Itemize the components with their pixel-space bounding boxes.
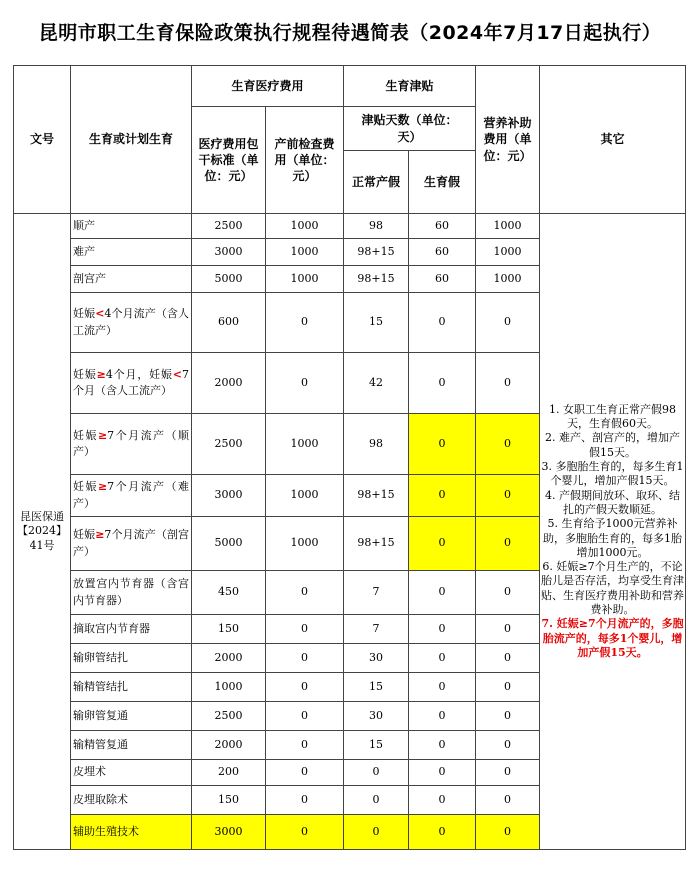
normal-leave-days: 98+15 [344, 475, 409, 517]
package-cost: 450 [192, 571, 266, 615]
nutrition-cost: 0 [476, 815, 540, 850]
prenatal-cost: 1000 [266, 239, 344, 266]
prenatal-cost: 0 [266, 571, 344, 615]
item-name [71, 475, 192, 517]
nutrition-cost: 0 [476, 475, 540, 517]
prenatal-cost: 1000 [266, 517, 344, 571]
prenatal-cost: 0 [266, 644, 344, 673]
package-cost: 2000 [192, 731, 266, 760]
note-5: 5. 生育给予1000元营养补助，多胞胎生育的，每多1胎增加1000元。 [543, 517, 683, 559]
doc-number-line3: 41号 [29, 538, 55, 552]
page-title: 昆明市职工生育保险政策执行规程待遇简表（2024年7月17日起执行） [38, 22, 662, 44]
item-name: 输卵管复通 [71, 702, 192, 731]
maternity-leave-days: 0 [409, 475, 476, 517]
normal-leave-days: 98+15 [344, 517, 409, 571]
doc-number-line1: 昆医保通 [20, 510, 64, 524]
prenatal-cost: 1000 [266, 475, 344, 517]
note-2: 2. 难产、剖宫产的，增加产假15天。 [545, 431, 681, 459]
normal-leave-days: 15 [344, 731, 409, 760]
header-doc-no: 文号 [14, 66, 71, 214]
prenatal-cost: 1000 [266, 414, 344, 475]
note-6: 6. 妊娠≥7个月生产的，不论胎儿是否存活，均享受生育津贴、生育医疗费用补助和营养费补助。 [541, 560, 685, 616]
nutrition-cost: 0 [476, 702, 540, 731]
nutrition-cost: 0 [476, 786, 540, 815]
doc-number-line2: 【2024】 [17, 524, 67, 538]
package-cost: 150 [192, 615, 266, 644]
table-row [14, 214, 686, 239]
item-name [71, 414, 192, 475]
item-name: 难产 [71, 239, 192, 266]
item-name-part: 妊娠 [73, 307, 96, 320]
other-notes [540, 214, 686, 850]
item-name: 输卵管结扎 [71, 644, 192, 673]
prenatal-cost: 1000 [266, 266, 344, 293]
package-cost: 200 [192, 760, 266, 786]
nutrition-cost: 0 [476, 731, 540, 760]
header-allowance-group: 生育津贴 [344, 66, 476, 107]
header-medical-group: 生育医疗费用 [192, 66, 344, 107]
nutrition-cost: 0 [476, 353, 540, 414]
package-cost: 1000 [192, 673, 266, 702]
nutrition-cost: 1000 [476, 266, 540, 293]
prenatal-cost: 0 [266, 353, 344, 414]
less-than-symbol: < [172, 367, 182, 381]
maternity-leave-days: 0 [409, 760, 476, 786]
maternity-leave-days: 0 [409, 644, 476, 673]
maternity-leave-days: 0 [409, 731, 476, 760]
nutrition-cost: 1000 [476, 214, 540, 239]
package-cost: 2500 [192, 702, 266, 731]
maternity-leave-days: 0 [409, 702, 476, 731]
prenatal-cost: 0 [266, 760, 344, 786]
header-prenatal: 产前检查费用（单位：元） [266, 107, 344, 214]
greater-equal-symbol: ≥ [97, 480, 108, 493]
item-name [71, 353, 192, 414]
item-name-part: 妊娠 [73, 480, 98, 493]
maternity-leave-days: 0 [409, 571, 476, 615]
item-name-part: 妊娠 [73, 528, 96, 541]
item-name: 放置宫内节育器（含宫内节育器） [71, 571, 192, 615]
item-name: 输精管复通 [71, 731, 192, 760]
item-name: 皮埋术 [71, 760, 192, 786]
item-name-part: 7个月流产（顺产） [73, 428, 190, 458]
prenatal-cost: 0 [266, 615, 344, 644]
item-name: 剖宫产 [71, 266, 192, 293]
greater-equal-symbol: ≥ [95, 528, 105, 541]
nutrition-cost: 0 [476, 293, 540, 353]
normal-leave-days: 30 [344, 644, 409, 673]
nutrition-cost: 0 [476, 673, 540, 702]
maternity-leave-days: 60 [409, 266, 476, 293]
item-name-part: 妊娠 [73, 428, 98, 442]
item-name-part: 4个月，妊娠 [105, 367, 173, 381]
maternity-leave-days: 0 [409, 615, 476, 644]
nutrition-cost: 0 [476, 615, 540, 644]
normal-leave-days: 7 [344, 615, 409, 644]
item-name-part: 7个月（含人工流产） [73, 367, 189, 397]
normal-leave-days: 98+15 [344, 266, 409, 293]
header-allowance-days: 津贴天数（单位：天） [344, 107, 476, 151]
prenatal-cost: 0 [266, 815, 344, 850]
package-cost: 2000 [192, 353, 266, 414]
maternity-leave-days: 0 [409, 786, 476, 815]
normal-leave-days: 98 [344, 214, 409, 239]
item-name-part: 妊娠 [73, 367, 97, 381]
header-item: 生育或计划生育 [71, 66, 192, 214]
package-cost: 5000 [192, 517, 266, 571]
doc-number [14, 214, 71, 850]
maternity-leave-days: 0 [409, 673, 476, 702]
maternity-leave-days: 60 [409, 239, 476, 266]
note-1: 1. 女职工生育正常产假98天，生育假60天。 [549, 402, 677, 431]
maternity-leave-days: 0 [409, 815, 476, 850]
header-medical-package: 医疗费用包干标准（单位：元） [192, 107, 266, 214]
package-cost: 2500 [192, 414, 266, 475]
nutrition-cost: 0 [476, 644, 540, 673]
normal-leave-days: 0 [344, 786, 409, 815]
item-name: 输精管结扎 [71, 673, 192, 702]
header-other: 其它 [540, 66, 686, 214]
note-4: 4. 产假期间放环、取环、结扎的产假天数顺延。 [545, 488, 681, 516]
normal-leave-days: 15 [344, 673, 409, 702]
item-name: 辅助生殖技术 [71, 815, 192, 850]
package-cost: 3000 [192, 815, 266, 850]
greater-equal-symbol: ≥ [96, 367, 106, 381]
package-cost: 2000 [192, 644, 266, 673]
nutrition-cost: 0 [476, 517, 540, 571]
package-cost: 600 [192, 293, 266, 353]
package-cost: 2500 [192, 214, 266, 239]
item-name-part: 7个月流产（剖宫产） [73, 528, 190, 558]
normal-leave-days: 98 [344, 414, 409, 475]
maternity-leave-days: 0 [409, 293, 476, 353]
benefits-table [13, 65, 686, 850]
package-cost: 5000 [192, 266, 266, 293]
nutrition-cost: 0 [476, 414, 540, 475]
header-maternity-leave: 生育假 [409, 151, 476, 214]
prenatal-cost: 0 [266, 731, 344, 760]
item-name-part: 4个月流产（含人工流产） [73, 307, 190, 337]
normal-leave-days: 0 [344, 815, 409, 850]
prenatal-cost: 0 [266, 293, 344, 353]
maternity-leave-days: 0 [409, 353, 476, 414]
prenatal-cost: 1000 [266, 214, 344, 239]
item-name [71, 517, 192, 571]
prenatal-cost: 0 [266, 673, 344, 702]
note-3: 3. 多胞胎生育的，每多生育1个婴儿，增加产假15天。 [541, 460, 684, 488]
item-name-part: 7个月流产（难产） [73, 480, 190, 510]
prenatal-cost: 0 [266, 702, 344, 731]
item-name: 皮埋取除术 [71, 786, 192, 815]
less-than-symbol: < [95, 307, 105, 320]
maternity-leave-days: 60 [409, 214, 476, 239]
normal-leave-days: 42 [344, 353, 409, 414]
nutrition-cost: 1000 [476, 239, 540, 266]
prenatal-cost: 0 [266, 786, 344, 815]
package-cost: 150 [192, 786, 266, 815]
nutrition-cost: 0 [476, 760, 540, 786]
maternity-leave-days: 0 [409, 414, 476, 475]
maternity-leave-days: 0 [409, 517, 476, 571]
header-nutrition: 营养补助费用（单位：元） [476, 66, 540, 214]
normal-leave-days: 98+15 [344, 239, 409, 266]
normal-leave-days: 0 [344, 760, 409, 786]
normal-leave-days: 15 [344, 293, 409, 353]
normal-leave-days: 30 [344, 702, 409, 731]
item-name [71, 293, 192, 353]
package-cost: 3000 [192, 239, 266, 266]
nutrition-cost: 0 [476, 571, 540, 615]
package-cost: 3000 [192, 475, 266, 517]
header-normal-leave: 正常产假 [344, 151, 409, 214]
note-7: 7. 妊娠≥7个月流产的，多胞胎流产的，每多1个婴儿，增加产假15天。 [541, 617, 684, 659]
greater-equal-symbol: ≥ [97, 428, 108, 442]
item-name: 摘取宫内节育器 [71, 615, 192, 644]
item-name: 顺产 [71, 214, 192, 239]
normal-leave-days: 7 [344, 571, 409, 615]
